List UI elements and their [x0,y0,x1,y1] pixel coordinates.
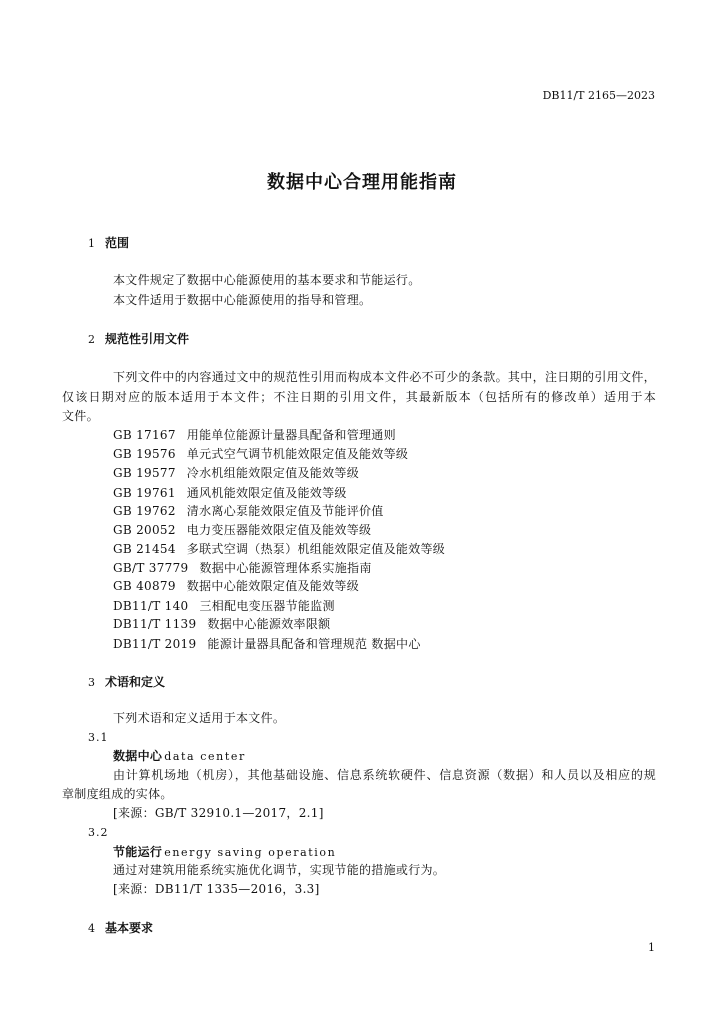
section-number: 4 [88,922,95,935]
reference-title: 清水离心泵能效限定值及节能评价值 [186,504,384,518]
definition-line: 章制度组成的实体。 [62,787,173,801]
reference-code: GB 40879 [113,579,176,593]
reference-code: GB 19576 [113,447,176,461]
reference-item [113,561,372,575]
term-entry [113,845,336,860]
reference-item [113,428,396,442]
page-number: 1 [648,941,655,954]
section-2-heading [88,332,189,347]
section-4-heading [88,921,153,936]
reference-code: GB 19762 [113,504,176,518]
term-english: energy saving operation [164,846,337,859]
reference-title: 冷水机组能效限定值及能效等级 [186,466,359,480]
definition-source: [来源：GB/T 32910.1—2017，2.1] [113,806,324,820]
section-title: 术语和定义 [105,675,166,689]
section-title: 范围 [105,236,130,250]
reference-code: GB 19577 [113,466,176,480]
term-entry [113,749,246,764]
reference-code: GB 21454 [113,542,176,556]
section-number: 3 [88,676,95,689]
reference-item [113,599,335,613]
section-number: 1 [88,237,95,250]
reference-code: GB 20052 [113,523,176,537]
reference-code: DB11/T 2019 [113,637,197,651]
reference-code: GB 17167 [113,428,176,442]
reference-title: 单元式空气调节机能效限定值及能效等级 [186,447,409,461]
reference-item [113,542,445,556]
reference-title: 用能单位能源计量器具配备和管理通则 [186,428,396,442]
reference-item [113,486,347,500]
definition-line: 由计算机场地（机房），其他基础设施、信息系统软硬件、信息资源（数据）和人员以及相应的规 [113,768,656,782]
term-chinese: 数据中心 [113,749,163,763]
definition-line: 通过对建筑用能系统实施优化调节，实现节能的措施或行为。 [113,863,446,877]
clause-number: 3.2 [88,826,109,839]
reference-title: 数据中心能效限定值及能效等级 [186,579,359,593]
reference-title: 能源计量器具配备和管理规范 数据中心 [207,637,421,651]
section-1-heading [88,236,129,251]
paragraph: 本文件适用于数据中心能源使用的指导和管理。 [113,293,372,307]
paragraph-line: 下列文件中的内容通过文中的规范性引用而构成本文件必不可少的条款。其中，注日期的引用文件， [113,370,656,384]
document-code-header: DB11/T 2165—2023 [542,89,655,102]
reference-code: GB 19761 [113,486,176,500]
reference-title: 多联式空调（热泵）机组能效限定值及能效等级 [186,542,446,556]
reference-code: GB/T 37779 [113,561,189,575]
paragraph-line: 文件。 [62,409,99,423]
section-3-heading [88,675,165,690]
reference-title: 数据中心能源管理体系实施指南 [199,561,372,575]
reference-code: DB11/T 140 [113,599,189,613]
paragraph: 本文件规定了数据中心能源使用的基本要求和节能运行。 [113,273,421,287]
reference-code: DB11/T 1139 [113,617,197,631]
reference-item [113,447,408,461]
reference-title: 数据中心能源效率限额 [207,617,331,631]
reference-item [113,617,330,631]
reference-title: 三相配电变压器节能监测 [199,599,335,613]
term-chinese: 节能运行 [113,845,163,859]
section-number: 2 [88,333,95,346]
reference-item [113,466,359,480]
clause-number: 3.1 [88,731,109,744]
reference-title: 通风机能效限定值及能效等级 [186,486,347,500]
reference-item [113,637,421,651]
paragraph-line: 仅该日期对应的版本适用于本文件；不注日期的引用文件，其最新版本（包括所有的修改单）适用于本 [62,390,656,404]
reference-item [113,579,359,593]
reference-item [113,523,371,537]
term-english: data center [164,750,246,763]
reference-item [113,504,384,518]
document-title: 数据中心合理用能指南 [267,172,457,193]
paragraph: 下列术语和定义适用于本文件。 [113,711,286,725]
section-title: 规范性引用文件 [105,332,190,346]
definition-source: [来源：DB11/T 1335—2016，3.3] [113,882,320,896]
section-title: 基本要求 [105,921,154,935]
reference-title: 电力变压器能效限定值及能效等级 [186,523,372,537]
